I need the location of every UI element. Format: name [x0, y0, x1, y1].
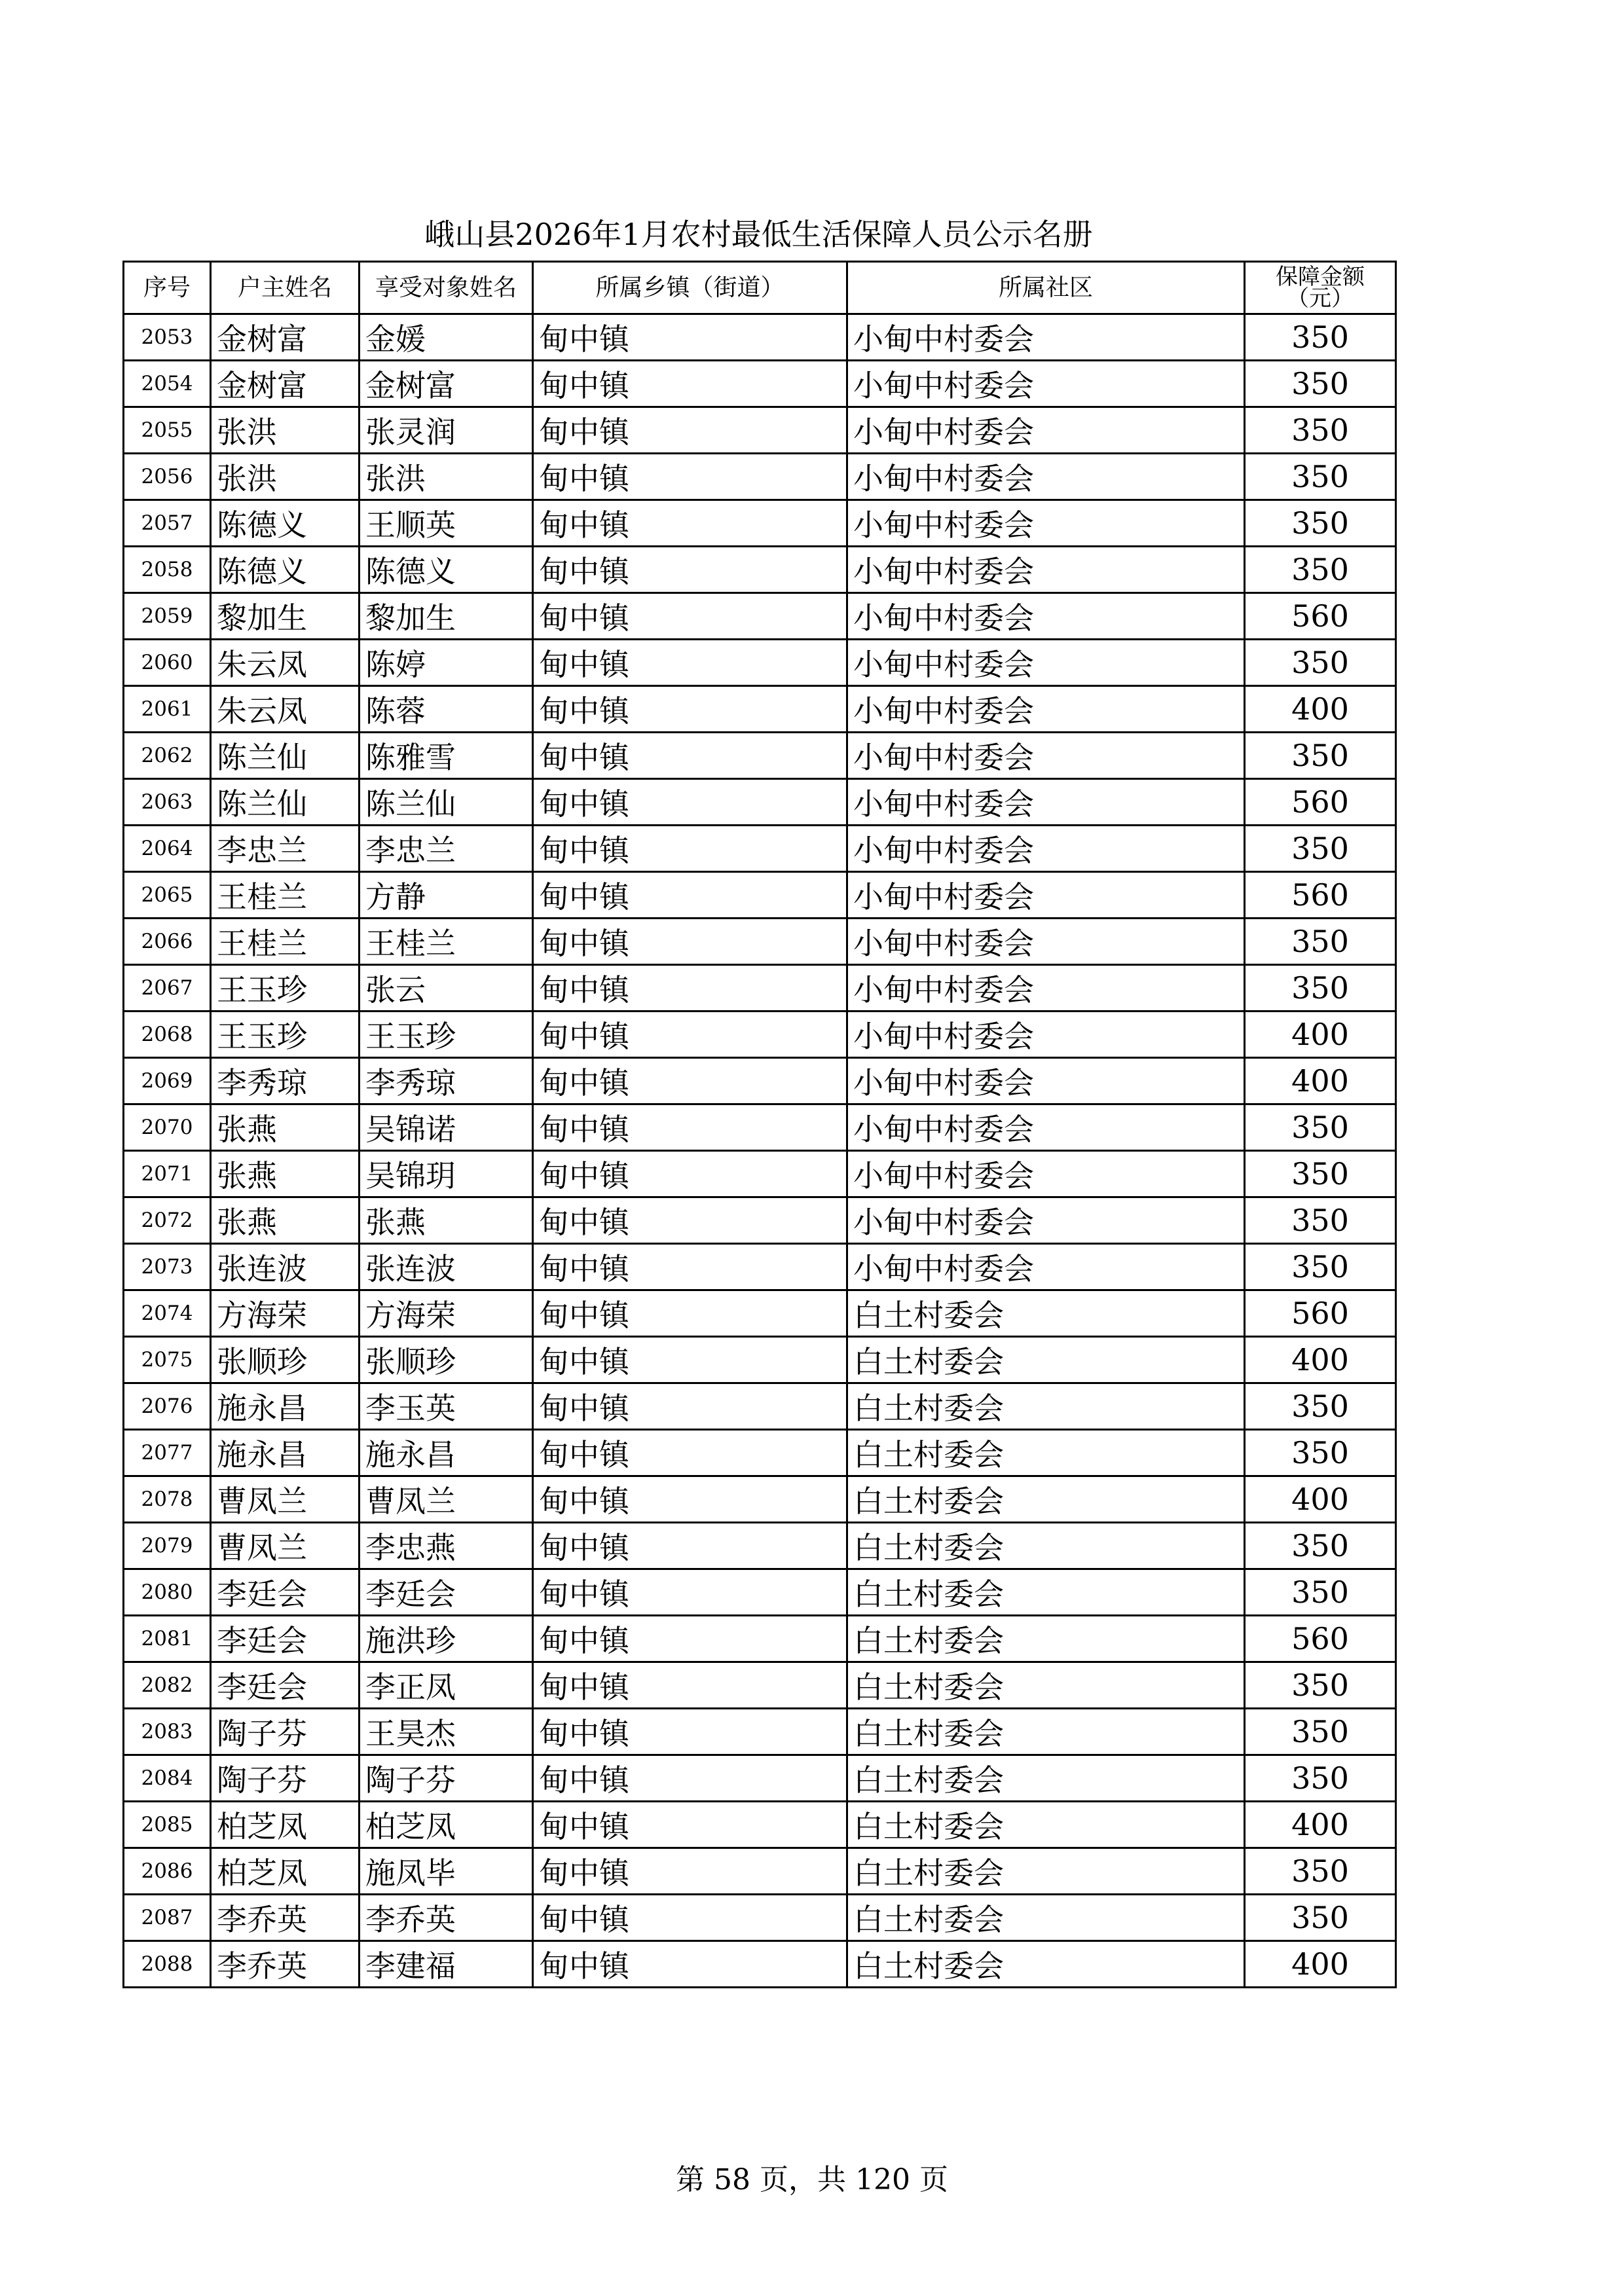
cell-seq: 2066	[124, 919, 211, 965]
cell-amount: 400	[1245, 1476, 1396, 1523]
cell-amount: 350	[1245, 1848, 1396, 1895]
cell-community: 小甸中村委会	[847, 826, 1245, 872]
cell-amount: 350	[1245, 361, 1396, 407]
cell-household-head: 张燕	[211, 1197, 360, 1244]
cell-seq: 2059	[124, 593, 211, 640]
cell-community: 小甸中村委会	[847, 1011, 1245, 1058]
cell-township: 甸中镇	[533, 1104, 847, 1151]
cell-household-head: 黎加生	[211, 593, 360, 640]
cell-amount: 560	[1245, 872, 1396, 919]
cell-township: 甸中镇	[533, 1662, 847, 1709]
column-header-seq: 序号	[124, 262, 211, 314]
cell-beneficiary: 曹凤兰	[360, 1476, 533, 1523]
cell-seq: 2084	[124, 1755, 211, 1802]
cell-seq: 2085	[124, 1802, 211, 1848]
table-row	[124, 1895, 1396, 1941]
cell-community: 白土村委会	[847, 1662, 1245, 1709]
cell-seq: 2055	[124, 407, 211, 454]
column-header-household-head: 户主姓名	[211, 262, 360, 314]
cell-beneficiary: 金树富	[360, 361, 533, 407]
table-row	[124, 454, 1396, 500]
column-header-community: 所属社区	[847, 262, 1245, 314]
cell-household-head: 李忠兰	[211, 826, 360, 872]
cell-township: 甸中镇	[533, 500, 847, 547]
cell-household-head: 朱云凤	[211, 640, 360, 686]
cell-township: 甸中镇	[533, 1895, 847, 1941]
amount-header-line1: 保障金额	[1276, 263, 1365, 290]
cell-amount: 560	[1245, 1616, 1396, 1662]
cell-amount: 560	[1245, 779, 1396, 826]
cell-township: 甸中镇	[533, 1290, 847, 1337]
cell-township: 甸中镇	[533, 779, 847, 826]
cell-township: 甸中镇	[533, 1848, 847, 1895]
cell-amount: 350	[1245, 1709, 1396, 1755]
cell-township: 甸中镇	[533, 1755, 847, 1802]
cell-household-head: 金树富	[211, 314, 360, 361]
cell-amount: 350	[1245, 1569, 1396, 1616]
cell-beneficiary: 李玉英	[360, 1383, 533, 1430]
table-row	[124, 1244, 1396, 1290]
cell-household-head: 张连波	[211, 1244, 360, 1290]
cell-township: 甸中镇	[533, 547, 847, 593]
cell-amount: 350	[1245, 1523, 1396, 1569]
cell-community: 小甸中村委会	[847, 1104, 1245, 1151]
cell-township: 甸中镇	[533, 640, 847, 686]
cell-township: 甸中镇	[533, 1383, 847, 1430]
page-footer: 第 58 页，共 120 页	[676, 2163, 948, 2196]
cell-community: 小甸中村委会	[847, 314, 1245, 361]
cell-beneficiary: 方海荣	[360, 1290, 533, 1337]
cell-beneficiary: 陈雅雪	[360, 733, 533, 779]
cell-household-head: 施永昌	[211, 1383, 360, 1430]
cell-beneficiary: 张云	[360, 965, 533, 1011]
cell-amount: 400	[1245, 1011, 1396, 1058]
cell-household-head: 张洪	[211, 407, 360, 454]
cell-community: 小甸中村委会	[847, 1151, 1245, 1197]
cell-community: 白土村委会	[847, 1848, 1245, 1895]
cell-seq: 2067	[124, 965, 211, 1011]
cell-amount: 350	[1245, 919, 1396, 965]
cell-amount: 400	[1245, 1941, 1396, 1988]
cell-community: 白土村委会	[847, 1569, 1245, 1616]
table-row	[124, 1383, 1396, 1430]
cell-beneficiary: 陈蓉	[360, 686, 533, 733]
table-row	[124, 1337, 1396, 1383]
cell-beneficiary: 张灵润	[360, 407, 533, 454]
table-row	[124, 593, 1396, 640]
cell-amount: 350	[1245, 314, 1396, 361]
cell-amount: 350	[1245, 547, 1396, 593]
table-row	[124, 1151, 1396, 1197]
cell-amount: 350	[1245, 1430, 1396, 1476]
cell-household-head: 李廷会	[211, 1569, 360, 1616]
cell-seq: 2087	[124, 1895, 211, 1941]
cell-seq: 2078	[124, 1476, 211, 1523]
cell-township: 甸中镇	[533, 1802, 847, 1848]
cell-seq: 2077	[124, 1430, 211, 1476]
cell-beneficiary: 李秀琼	[360, 1058, 533, 1104]
table-row	[124, 1941, 1396, 1988]
cell-amount: 400	[1245, 1802, 1396, 1848]
table-row	[124, 1290, 1396, 1337]
cell-seq: 2068	[124, 1011, 211, 1058]
cell-beneficiary: 金媛	[360, 314, 533, 361]
cell-seq: 2071	[124, 1151, 211, 1197]
cell-community: 小甸中村委会	[847, 919, 1245, 965]
cell-beneficiary: 李忠燕	[360, 1523, 533, 1569]
cell-beneficiary: 陈兰仙	[360, 779, 533, 826]
cell-amount: 400	[1245, 1337, 1396, 1383]
cell-community: 白土村委会	[847, 1941, 1245, 1988]
cell-community: 白土村委会	[847, 1476, 1245, 1523]
cell-household-head: 陈德义	[211, 500, 360, 547]
cell-community: 小甸中村委会	[847, 361, 1245, 407]
table-row	[124, 1476, 1396, 1523]
table-header-row	[124, 262, 1396, 314]
cell-amount: 560	[1245, 593, 1396, 640]
cell-township: 甸中镇	[533, 361, 847, 407]
cell-household-head: 曹凤兰	[211, 1523, 360, 1569]
cell-beneficiary: 施永昌	[360, 1430, 533, 1476]
table-row	[124, 1616, 1396, 1662]
cell-township: 甸中镇	[533, 733, 847, 779]
cell-amount: 350	[1245, 1244, 1396, 1290]
cell-beneficiary: 李忠兰	[360, 826, 533, 872]
cell-community: 白土村委会	[847, 1337, 1245, 1383]
cell-township: 甸中镇	[533, 826, 847, 872]
roster-body	[124, 314, 1396, 1988]
cell-seq: 2086	[124, 1848, 211, 1895]
cell-community: 小甸中村委会	[847, 593, 1245, 640]
cell-beneficiary: 陈婷	[360, 640, 533, 686]
table-row	[124, 1523, 1396, 1569]
cell-beneficiary: 李廷会	[360, 1569, 533, 1616]
cell-seq: 2075	[124, 1337, 211, 1383]
cell-seq: 2072	[124, 1197, 211, 1244]
cell-beneficiary: 李建福	[360, 1941, 533, 1988]
cell-beneficiary: 王昊杰	[360, 1709, 533, 1755]
cell-seq: 2083	[124, 1709, 211, 1755]
table-row	[124, 547, 1396, 593]
cell-household-head: 陈德义	[211, 547, 360, 593]
cell-beneficiary: 柏芝凤	[360, 1802, 533, 1848]
cell-household-head: 王桂兰	[211, 872, 360, 919]
cell-household-head: 李廷会	[211, 1616, 360, 1662]
cell-township: 甸中镇	[533, 593, 847, 640]
cell-seq: 2082	[124, 1662, 211, 1709]
cell-household-head: 柏芝凤	[211, 1802, 360, 1848]
cell-community: 小甸中村委会	[847, 547, 1245, 593]
cell-community: 小甸中村委会	[847, 454, 1245, 500]
cell-amount: 400	[1245, 686, 1396, 733]
cell-household-head: 李廷会	[211, 1662, 360, 1709]
cell-seq: 2081	[124, 1616, 211, 1662]
cell-township: 甸中镇	[533, 1244, 847, 1290]
cell-seq: 2063	[124, 779, 211, 826]
cell-community: 小甸中村委会	[847, 407, 1245, 454]
roster-table	[122, 261, 1397, 1988]
cell-amount: 350	[1245, 965, 1396, 1011]
cell-community: 小甸中村委会	[847, 872, 1245, 919]
table-row	[124, 361, 1396, 407]
table-row	[124, 1011, 1396, 1058]
table-row	[124, 779, 1396, 826]
cell-household-head: 柏芝凤	[211, 1848, 360, 1895]
cell-community: 小甸中村委会	[847, 965, 1245, 1011]
cell-beneficiary: 王顺英	[360, 500, 533, 547]
cell-township: 甸中镇	[533, 1197, 847, 1244]
cell-beneficiary: 施凤毕	[360, 1848, 533, 1895]
table-row	[124, 1662, 1396, 1709]
table-row	[124, 500, 1396, 547]
table-row	[124, 965, 1396, 1011]
cell-household-head: 施永昌	[211, 1430, 360, 1476]
cell-household-head: 张燕	[211, 1151, 360, 1197]
table-row	[124, 1197, 1396, 1244]
cell-beneficiary: 陈德义	[360, 547, 533, 593]
cell-township: 甸中镇	[533, 1569, 847, 1616]
cell-amount: 400	[1245, 1058, 1396, 1104]
cell-township: 甸中镇	[533, 1151, 847, 1197]
cell-household-head: 朱云凤	[211, 686, 360, 733]
cell-household-head: 李乔英	[211, 1941, 360, 1988]
cell-township: 甸中镇	[533, 1941, 847, 1988]
cell-household-head: 张顺珍	[211, 1337, 360, 1383]
cell-community: 白土村委会	[847, 1290, 1245, 1337]
cell-household-head: 陈兰仙	[211, 733, 360, 779]
cell-township: 甸中镇	[533, 454, 847, 500]
cell-amount: 350	[1245, 1151, 1396, 1197]
cell-community: 小甸中村委会	[847, 1244, 1245, 1290]
cell-seq: 2064	[124, 826, 211, 872]
cell-household-head: 李乔英	[211, 1895, 360, 1941]
cell-township: 甸中镇	[533, 1616, 847, 1662]
cell-beneficiary: 施洪珍	[360, 1616, 533, 1662]
cell-township: 甸中镇	[533, 686, 847, 733]
cell-household-head: 王玉珍	[211, 965, 360, 1011]
column-header-township: 所属乡镇（街道）	[533, 262, 847, 314]
cell-amount: 350	[1245, 1895, 1396, 1941]
cell-community: 小甸中村委会	[847, 1058, 1245, 1104]
table-row	[124, 640, 1396, 686]
cell-community: 小甸中村委会	[847, 500, 1245, 547]
cell-amount: 350	[1245, 640, 1396, 686]
cell-seq: 2053	[124, 314, 211, 361]
cell-seq: 2079	[124, 1523, 211, 1569]
table-row	[124, 826, 1396, 872]
cell-household-head: 王玉珍	[211, 1011, 360, 1058]
cell-community: 白土村委会	[847, 1383, 1245, 1430]
cell-beneficiary: 陶子芬	[360, 1755, 533, 1802]
cell-township: 甸中镇	[533, 1523, 847, 1569]
cell-beneficiary: 吴锦玥	[360, 1151, 533, 1197]
table-row	[124, 686, 1396, 733]
cell-beneficiary: 吴锦诺	[360, 1104, 533, 1151]
cell-township: 甸中镇	[533, 1430, 847, 1476]
table-row	[124, 1755, 1396, 1802]
cell-beneficiary: 张顺珍	[360, 1337, 533, 1383]
cell-seq: 2073	[124, 1244, 211, 1290]
table-row	[124, 1848, 1396, 1895]
cell-household-head: 陈兰仙	[211, 779, 360, 826]
amount-header-line2: （元）	[1287, 285, 1354, 312]
cell-amount: 350	[1245, 826, 1396, 872]
cell-beneficiary: 李乔英	[360, 1895, 533, 1941]
cell-community: 白土村委会	[847, 1755, 1245, 1802]
cell-amount: 350	[1245, 407, 1396, 454]
cell-community: 小甸中村委会	[847, 1197, 1245, 1244]
cell-township: 甸中镇	[533, 1058, 847, 1104]
table-row	[124, 1058, 1396, 1104]
cell-amount: 350	[1245, 454, 1396, 500]
cell-seq: 2056	[124, 454, 211, 500]
cell-amount: 350	[1245, 1104, 1396, 1151]
cell-community: 小甸中村委会	[847, 733, 1245, 779]
cell-township: 甸中镇	[533, 407, 847, 454]
table-row	[124, 733, 1396, 779]
table-row	[124, 1569, 1396, 1616]
cell-household-head: 陶子芬	[211, 1709, 360, 1755]
table-row	[124, 407, 1396, 454]
cell-household-head: 陶子芬	[211, 1755, 360, 1802]
cell-seq: 2074	[124, 1290, 211, 1337]
cell-community: 白土村委会	[847, 1895, 1245, 1941]
cell-amount: 350	[1245, 1197, 1396, 1244]
cell-community: 白土村委会	[847, 1616, 1245, 1662]
table-row	[124, 314, 1396, 361]
cell-beneficiary: 李正凤	[360, 1662, 533, 1709]
cell-township: 甸中镇	[533, 314, 847, 361]
table-row	[124, 1104, 1396, 1151]
cell-township: 甸中镇	[533, 1709, 847, 1755]
cell-beneficiary: 张连波	[360, 1244, 533, 1290]
cell-beneficiary: 王桂兰	[360, 919, 533, 965]
cell-seq: 2057	[124, 500, 211, 547]
cell-seq: 2088	[124, 1941, 211, 1988]
cell-township: 甸中镇	[533, 1011, 847, 1058]
table-row	[124, 872, 1396, 919]
cell-community: 小甸中村委会	[847, 779, 1245, 826]
cell-amount: 560	[1245, 1290, 1396, 1337]
table-row	[124, 1802, 1396, 1848]
cell-seq: 2080	[124, 1569, 211, 1616]
cell-seq: 2065	[124, 872, 211, 919]
table-row	[124, 1709, 1396, 1755]
cell-beneficiary: 王玉珍	[360, 1011, 533, 1058]
cell-amount: 350	[1245, 1662, 1396, 1709]
cell-seq: 2070	[124, 1104, 211, 1151]
cell-beneficiary: 黎加生	[360, 593, 533, 640]
cell-amount: 350	[1245, 1755, 1396, 1802]
cell-amount: 350	[1245, 500, 1396, 547]
column-header-beneficiary: 享受对象姓名	[360, 262, 533, 314]
cell-beneficiary: 张燕	[360, 1197, 533, 1244]
cell-seq: 2069	[124, 1058, 211, 1104]
cell-community: 小甸中村委会	[847, 686, 1245, 733]
cell-household-head: 李秀琼	[211, 1058, 360, 1104]
cell-community: 小甸中村委会	[847, 640, 1245, 686]
cell-township: 甸中镇	[533, 919, 847, 965]
cell-amount: 350	[1245, 1383, 1396, 1430]
cell-seq: 2054	[124, 361, 211, 407]
cell-seq: 2061	[124, 686, 211, 733]
cell-township: 甸中镇	[533, 1337, 847, 1383]
column-header-amount	[1245, 262, 1396, 314]
cell-seq: 2062	[124, 733, 211, 779]
cell-community: 白土村委会	[847, 1430, 1245, 1476]
cell-household-head: 方海荣	[211, 1290, 360, 1337]
cell-seq: 2076	[124, 1383, 211, 1430]
cell-amount: 350	[1245, 733, 1396, 779]
cell-community: 白土村委会	[847, 1802, 1245, 1848]
table-row	[124, 919, 1396, 965]
table-row	[124, 1430, 1396, 1476]
cell-community: 白土村委会	[847, 1709, 1245, 1755]
cell-seq: 2060	[124, 640, 211, 686]
cell-household-head: 金树富	[211, 361, 360, 407]
cell-household-head: 曹凤兰	[211, 1476, 360, 1523]
cell-beneficiary: 张洪	[360, 454, 533, 500]
cell-township: 甸中镇	[533, 872, 847, 919]
cell-household-head: 张燕	[211, 1104, 360, 1151]
cell-community: 白土村委会	[847, 1523, 1245, 1569]
cell-township: 甸中镇	[533, 1476, 847, 1523]
cell-seq: 2058	[124, 547, 211, 593]
page-title: 峨山县2026年1月农村最低生活保障人员公示名册	[424, 217, 1093, 252]
cell-household-head: 王桂兰	[211, 919, 360, 965]
cell-township: 甸中镇	[533, 965, 847, 1011]
cell-household-head: 张洪	[211, 454, 360, 500]
cell-beneficiary: 方静	[360, 872, 533, 919]
